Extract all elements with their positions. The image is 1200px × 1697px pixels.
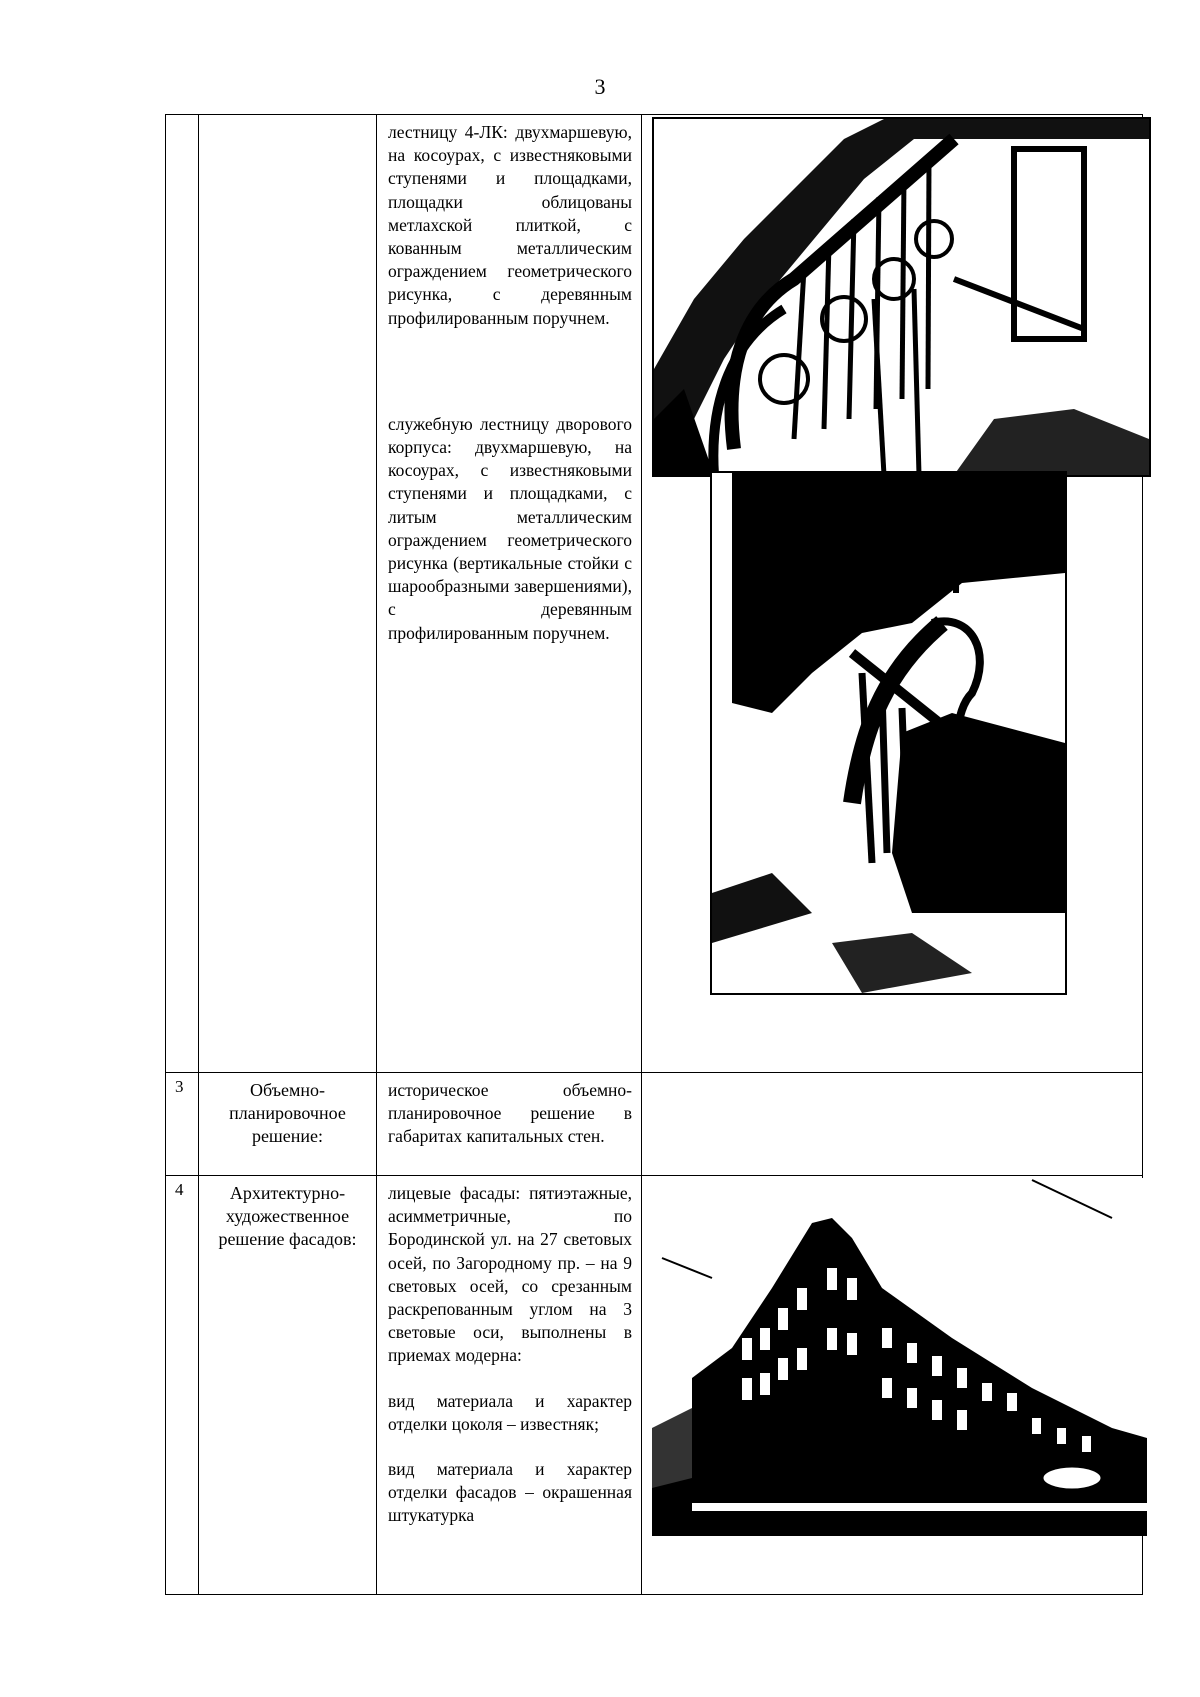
stair-4lk-description: лестницу 4-ЛК: двухмаршевую, на косоурах, с известняковыми ступенями и площадками, площадки облицованы метлахской плиткой, с кованным металлическим ограждением геометрического рисунка, с деревянным профилированным поручнем. xyxy=(388,122,632,328)
table-row xyxy=(166,1176,1143,1595)
monument-subject-table xyxy=(165,114,1143,1595)
row-title: Архитектурно-художественное решение фасадов: xyxy=(199,1176,377,1595)
row-number: 4 xyxy=(166,1176,199,1595)
row-title xyxy=(199,115,377,1073)
building-facade-photo xyxy=(652,1178,1147,1536)
row-description xyxy=(377,1176,642,1595)
row-title: Объемно-планировочное решение: xyxy=(199,1073,377,1176)
table-row xyxy=(166,115,1143,1073)
table-row xyxy=(166,1073,1143,1176)
photo-cell xyxy=(642,1176,1143,1595)
row-number xyxy=(166,115,199,1073)
row-number: 3 xyxy=(166,1073,199,1176)
page-number: 3 xyxy=(594,74,606,99)
stair-4lk-photo xyxy=(652,117,1151,477)
facades-description: лицевые фасады: пятиэтажные, асимметричные, по Бородинской ул. на 27 световых осей, по Загородному пр. – на 9 световых осей, со срезанным раскрепованным углом на 3 световые оси, выполнены в приемах модерна: xyxy=(388,1183,632,1366)
facade-material: вид материала и характер отделки фасадов – окрашенная штукатурка xyxy=(388,1459,632,1526)
photo-cell xyxy=(642,115,1143,1073)
volume-planning-description: историческое объемно-планировочное решение в габаритах капитальных стен. xyxy=(388,1080,632,1147)
service-stair-photo xyxy=(710,471,1067,995)
row-description xyxy=(377,1073,642,1176)
row-description xyxy=(377,115,642,1073)
plinth-material: вид материала и характер отделки цоколя – известняк; xyxy=(388,1390,632,1434)
photo-cell xyxy=(642,1073,1143,1176)
service-stair-description: служебную лестницу дворового корпуса: двухмаршевую, на косоурах, с известняковыми ступенями и площадками, с литым металлическим ограждением геометрического рисунка (вертикальные стойки с шарообразными завершениями), с деревянным профилированным поручнем. xyxy=(388,413,632,643)
